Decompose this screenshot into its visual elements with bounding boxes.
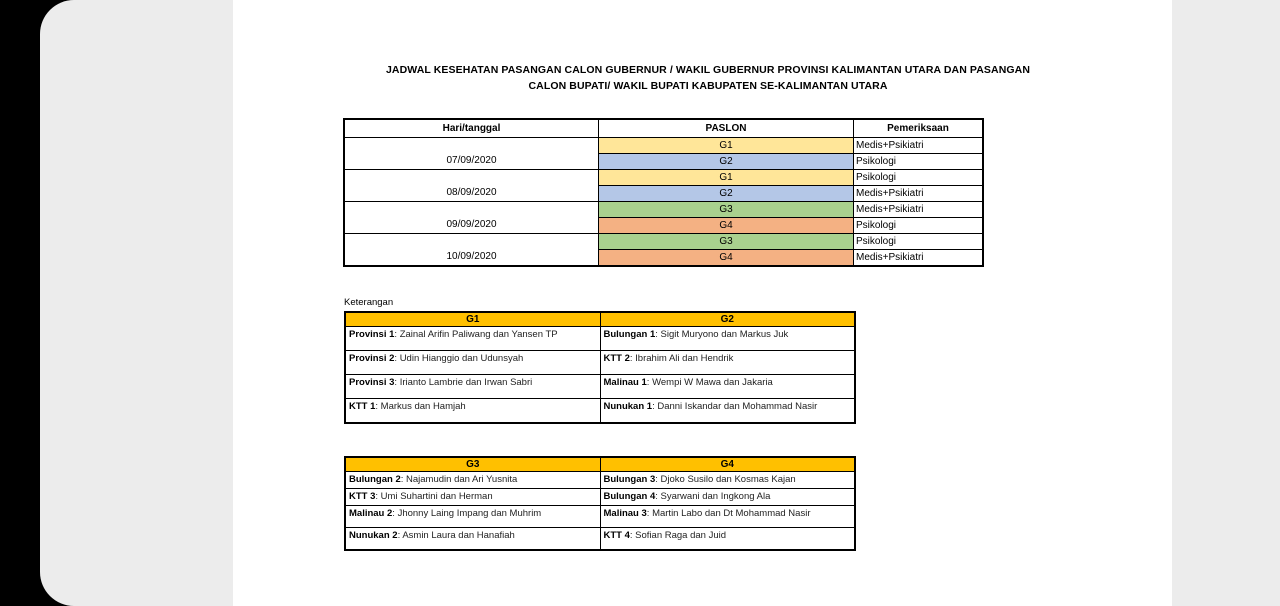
legend-cell-right	[600, 506, 855, 528]
schedule-paslon-cell: G2	[599, 154, 854, 170]
schedule-exam-cell: Psikologi	[854, 170, 983, 186]
schedule-paslon-cell: G1	[599, 138, 854, 154]
legend-left-text: : Markus dan Hamjah	[375, 401, 466, 412]
legend-left-text: : Asmin Laura dan Hanafiah	[397, 530, 515, 541]
schedule-exam-cell: Medis+Psikiatri	[854, 202, 983, 218]
legend-g34-header-row	[345, 457, 855, 472]
legend-right-label: Malinau 3	[603, 508, 647, 519]
legend-row	[345, 351, 855, 375]
schedule-date-cell: 07/09/2020	[345, 138, 599, 170]
legend-cell-right	[600, 489, 855, 506]
legend-table-g1-g2	[344, 311, 856, 424]
document-page	[233, 0, 1172, 606]
legend-left-text: : Jhonny Laing Impang dan Muhrim	[392, 508, 542, 519]
legend-left-label: Provinsi 3	[349, 377, 395, 388]
legend-right-text: : Wempi W Mawa dan Jakaria	[646, 377, 773, 388]
page-title-line-2: CALON BUPATI/ WAKIL BUPATI KABUPATEN SE-KALIMANTAN UTARA	[528, 80, 888, 92]
legend-cell-right	[600, 528, 855, 550]
legend-cell-right	[600, 327, 855, 351]
legend-left-label: Malinau 2	[349, 508, 393, 519]
legend-g12-header-row	[345, 312, 855, 327]
schedule-paslon-cell: G4	[599, 250, 854, 266]
table-row	[345, 170, 983, 186]
legend-g3-header: G3	[345, 457, 600, 472]
legend-g1-header: G1	[345, 312, 600, 327]
legend-left-label: Provinsi 2	[349, 353, 395, 364]
legend-row	[345, 528, 855, 550]
slide-shell-panel	[40, 0, 1280, 606]
legend-cell-left	[345, 399, 600, 423]
legend-g34-body	[345, 472, 855, 550]
legend-cell-right	[600, 375, 855, 399]
page-title-line-1: JADWAL KESEHATAN PASANGAN CALON GUBERNUR / WAKIL GUBERNUR PROVINSI KALIMANTAN UTARA DAN PASANGAN	[385, 64, 1031, 76]
legend-right-label: Nunukan 1	[603, 401, 653, 412]
schedule-paslon-cell: G4	[599, 218, 854, 234]
legend-cell-right	[600, 472, 855, 489]
legend-left-label: KTT 3	[349, 491, 376, 502]
legend-cell-right	[600, 351, 855, 375]
schedule-paslon-cell: G3	[599, 234, 854, 250]
legend-left-text: : Zainal Arifin Paliwang dan Yansen TP	[394, 329, 558, 340]
schedule-body	[345, 138, 983, 266]
schedule-date-cell: 10/09/2020	[345, 234, 599, 266]
table-row	[345, 138, 983, 154]
legend-right-label: Bulungan 3	[603, 474, 656, 485]
legend-cell-left	[345, 489, 600, 506]
legend-right-text: : Syarwani dan Ingkong Ala	[655, 491, 771, 502]
legend-right-label: Bulungan 1	[603, 329, 656, 340]
legend-cell-left	[345, 351, 600, 375]
table-row	[345, 234, 983, 250]
legend-left-label: KTT 1	[349, 401, 376, 412]
legend-right-text: : Sofian Raga dan Juid	[629, 530, 727, 541]
legend-left-label: Provinsi 1	[349, 329, 395, 340]
schedule-exam-cell: Medis+Psikiatri	[854, 186, 983, 202]
legend-cell-left	[345, 528, 600, 550]
schedule-exam-cell: Medis+Psikiatri	[854, 138, 983, 154]
legend-left-label: Nunukan 2	[349, 530, 398, 541]
legend-cell-right	[600, 399, 855, 423]
legend-right-text: : Djoko Susilo dan Kosmas Kajan	[655, 474, 796, 485]
legend-table-g3-g4	[344, 456, 856, 551]
legend-row	[345, 327, 855, 351]
table-row	[345, 202, 983, 218]
schedule-exam-cell: Medis+Psikiatri	[854, 250, 983, 266]
legend-left-text: : Najamudin dan Ari Yusnita	[400, 474, 518, 485]
schedule-header-date: Hari/tanggal	[345, 120, 599, 138]
legend-cell-left	[345, 375, 600, 399]
legend-right-text: : Ibrahim Ali dan Hendrik	[629, 353, 734, 364]
legend-left-text: : Umi Suhartini dan Herman	[375, 491, 493, 502]
schedule-date-cell: 08/09/2020	[345, 170, 599, 202]
legend-cell-left	[345, 327, 600, 351]
schedule-paslon-cell: G3	[599, 202, 854, 218]
legend-row	[345, 399, 855, 423]
legend-g12-body	[345, 327, 855, 423]
legend-left-text: : Udin Hianggio dan Udunsyah	[394, 353, 524, 364]
legend-right-label: Malinau 1	[603, 377, 647, 388]
legend-cell-left	[345, 472, 600, 489]
legend-cell-left	[345, 506, 600, 528]
legend-g2-header: G2	[600, 312, 855, 327]
keterangan-label: Keterangan	[344, 297, 394, 308]
page-title	[343, 62, 1073, 94]
legend-right-label: KTT 4	[603, 530, 630, 541]
schedule-paslon-cell: G2	[599, 186, 854, 202]
schedule-date-cell: 09/09/2020	[345, 202, 599, 234]
schedule-header-row	[345, 120, 983, 138]
schedule-table	[344, 119, 983, 266]
schedule-exam-cell: Psikologi	[854, 154, 983, 170]
legend-row	[345, 506, 855, 528]
legend-right-label: Bulungan 4	[603, 491, 656, 502]
legend-right-text: : Martin Labo dan Dt Mohammad Nasir	[646, 508, 811, 519]
schedule-header-paslon: PASLON	[599, 120, 854, 138]
legend-row	[345, 472, 855, 489]
schedule-exam-cell: Psikologi	[854, 218, 983, 234]
legend-g4-header: G4	[600, 457, 855, 472]
schedule-paslon-cell: G1	[599, 170, 854, 186]
legend-right-text: : Danni Iskandar dan Mohammad Nasir	[652, 401, 818, 412]
legend-left-text: : Irianto Lambrie dan Irwan Sabri	[394, 377, 533, 388]
legend-right-label: KTT 2	[603, 353, 630, 364]
schedule-header-exam: Pemeriksaan	[854, 120, 983, 138]
schedule-exam-cell: Psikologi	[854, 234, 983, 250]
legend-left-label: Bulungan 2	[349, 474, 401, 485]
legend-right-text: : Sigit Muryono dan Markus Juk	[655, 329, 789, 340]
legend-row	[345, 489, 855, 506]
legend-row	[345, 375, 855, 399]
